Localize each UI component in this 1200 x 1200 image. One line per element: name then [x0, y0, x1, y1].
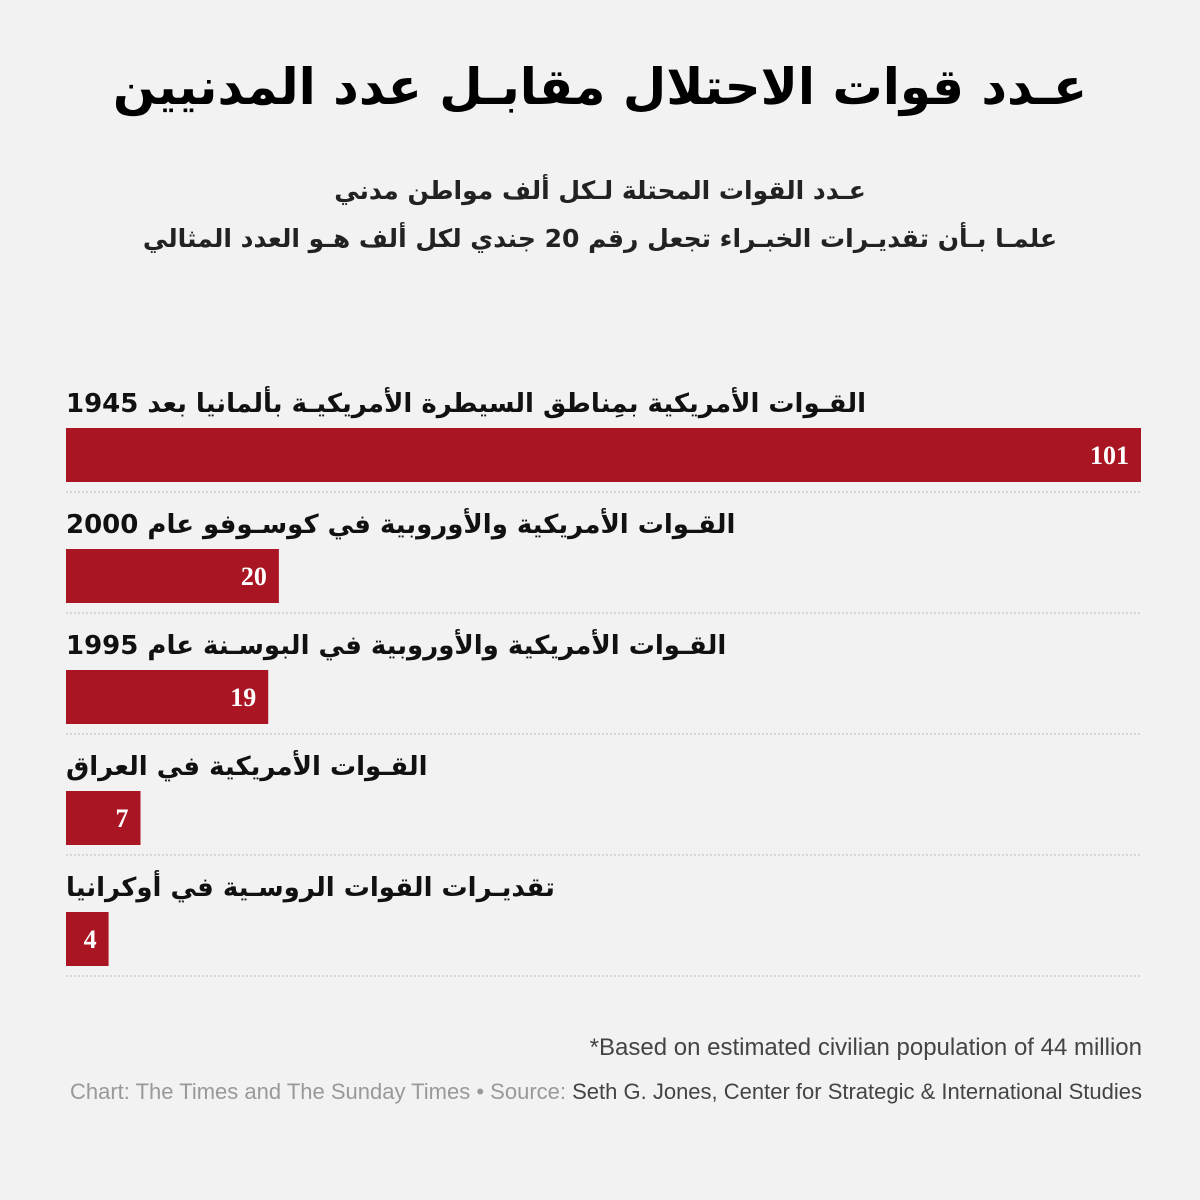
source-credit [62, 1076, 1142, 1107]
chart-title: عـدد قوات الاحتلال مقابـل عدد المدنيين [112, 58, 1088, 116]
value-label: 7 [115, 804, 129, 833]
bar [66, 428, 1141, 482]
chart-subtitle-line1: عـدد القوات المحتلة لـكل ألف مواطن مدني [334, 176, 866, 205]
category-label: القـوات الأمريكية والأوروبية في البوسـنة عام 1995 [66, 631, 727, 661]
credit-chart: Chart: The Times and The Sunday Times • Source: [69, 1079, 566, 1104]
bar [66, 791, 141, 845]
footnote: *Based on estimated civilian population of 44 million [589, 1034, 1142, 1061]
category-label: القـوات الأمريكية بمِناطق السيطرة الأمريكيـة بألمانيا بعد 1945 [66, 389, 867, 419]
chart-subtitle-line2: علمـا بـأن تقديـرات الخبـراء تجعل رقم 20 جندي لكل ألف هـو العدد المثالي [142, 224, 1058, 253]
category-label: القـوات الأمريكية في العراق [66, 752, 428, 782]
credit-source: Seth G. Jones, Center for Strategic & International Studies [572, 1079, 1142, 1104]
category-label: القـوات الأمريكية والأوروبية في كوسـوفو عام 2000 [66, 510, 736, 540]
value-label: 4 [83, 925, 97, 954]
value-label: 19 [230, 683, 257, 712]
value-label: 20 [240, 562, 267, 591]
category-label: تقديـرات القوات الروسـية في أوكرانيا [66, 873, 555, 903]
value-label: 101 [1090, 441, 1129, 470]
